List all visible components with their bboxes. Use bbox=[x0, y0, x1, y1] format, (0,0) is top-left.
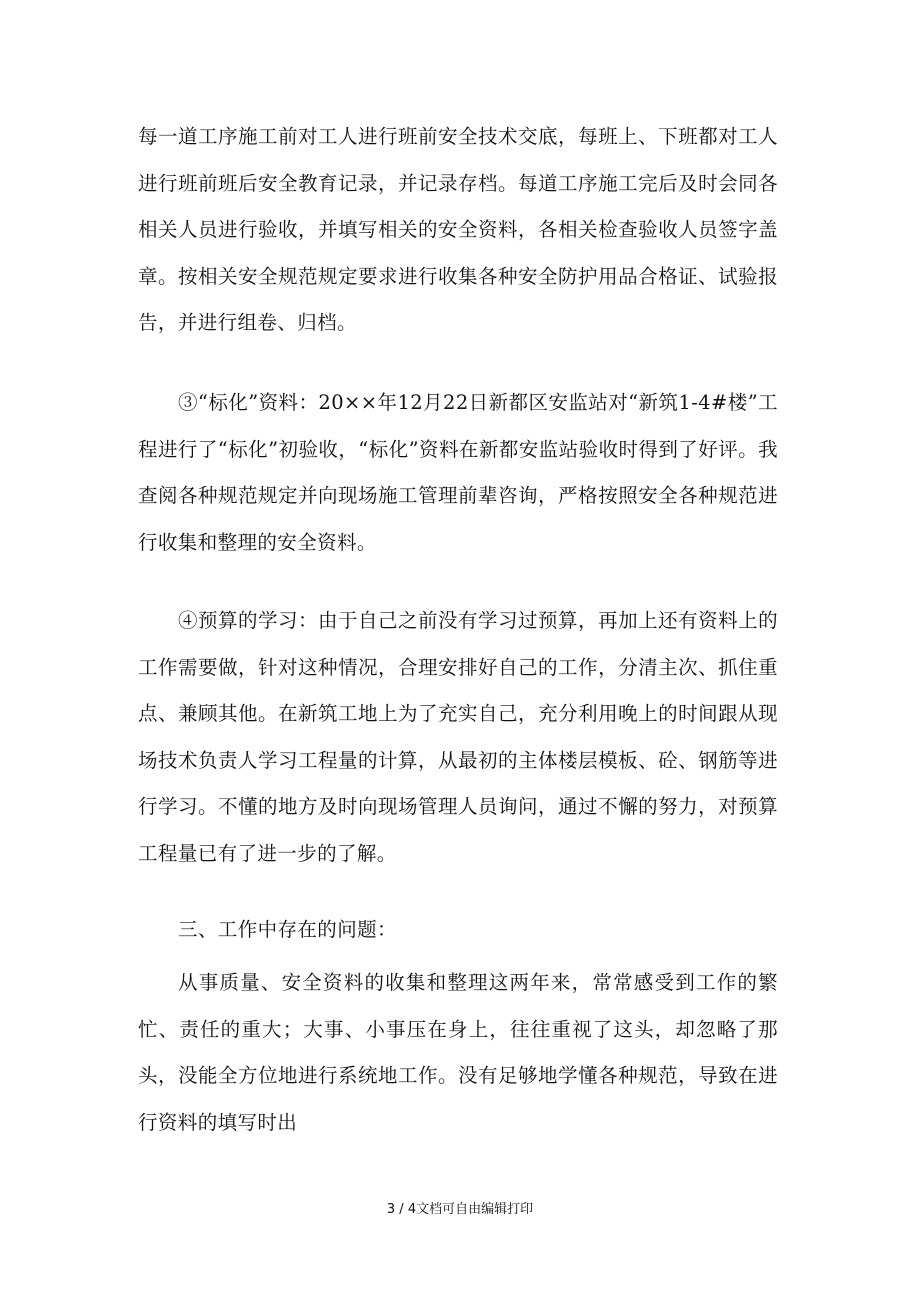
paragraph-problems-description: 从事质量、安全资料的收集和整理这两年来，常常感受到工作的繁忙、责任的重大；大事、小事压在身上，往往重视了这头，却忽略了那头，没能全方位地进行系统地工作。没有足够地学懂各种规范，导致在进行资料的填写时出 bbox=[138, 971, 778, 1134]
paragraph-standardization-records: ③“标化”资料：20××年12月22日新都区安监站对“新筑1-4#楼”工程进行了“标化”初验收，“标化”资料在新都安监站验收时得到了好评。我查阅各种规范规定并向现场施工管理前辈咨询，严格按照安全各种规范进行收集和整理的安全资料。 bbox=[138, 391, 778, 554]
section-heading-problems: 三、工作中存在的问题： bbox=[178, 918, 397, 941]
page-footer: 3 / 4文档可自由编辑打印 bbox=[386, 1202, 534, 1217]
paragraph-safety-disclosure: 每一道工序施工前对工人进行班前安全技术交底，每班上、下班都对工人进行班前班后安全教育记录，并记录存档。每道工序施工完后及时会同各相关人员进行验收，并填写相关的安全资料，各相关检查验收人员签字盖章。按相关安全规范规定要求进行收集各种安全防护用品合格证、试验报告，并进行组卷、归档。 bbox=[138, 125, 778, 334]
paragraph-budget-learning: ④预算的学习：由于自己之前没有学习过预算，再加上还有资料上的工作需要做，针对这种情况，合理安排好自己的工作，分清主次、抓住重点、兼顾其他。在新筑工地上为了充实自己，充分利用晚上的时间跟从现场技术负责人学习工程量的计算，从最初的主体楼层模板、砼、钢筋等进行学习。不懂的地方及时向现场管理人员询问，通过不懈的努力，对预算工程量已有了进一步的了解。 bbox=[138, 609, 778, 865]
